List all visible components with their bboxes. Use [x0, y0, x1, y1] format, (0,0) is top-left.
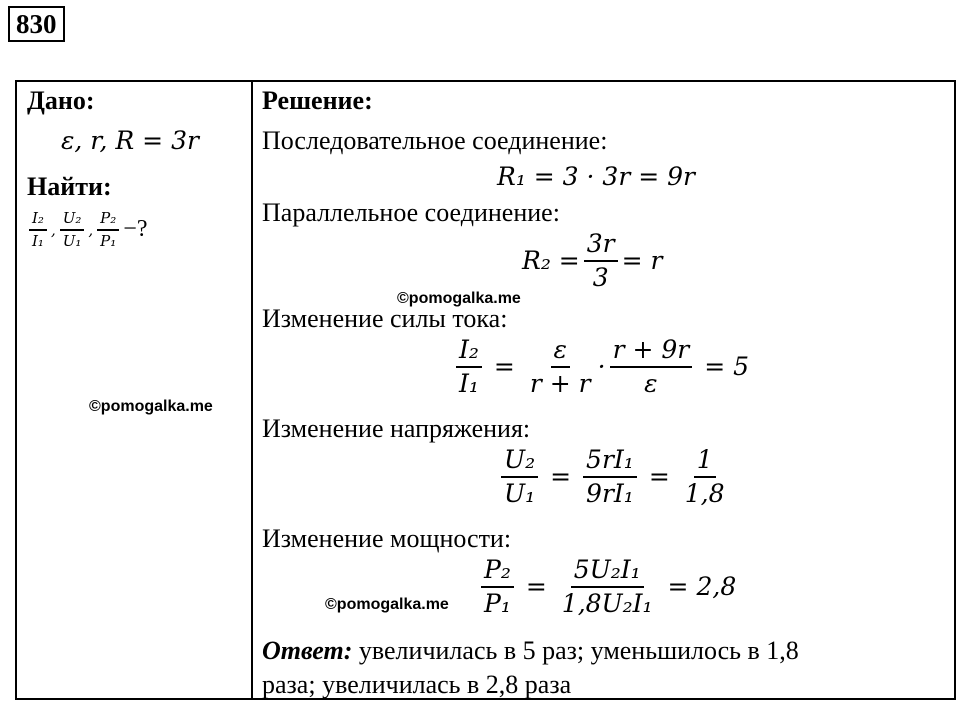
- find-items: $\frac{\text{I₂}}{\text{I₁}}$ , $\frac{\text{U₂}}{\text{U₁}}$ , $\frac{\text{P₂}}{\text{P₁}}$ −?: [25, 210, 147, 249]
- voltage-formula: $\frac{\text{U₂}}{\text{U₁}}$ = $\frac{\text{5rI₁}}{\text{9rI₁}}$ = $\frac{1}{1,8}$: [497, 446, 732, 507]
- power-label: Изменение мощности:: [262, 524, 512, 553]
- column-divider: [251, 82, 253, 698]
- problem-number: 830: [8, 6, 65, 42]
- voltage-label: Изменение напряжения:: [262, 414, 531, 443]
- watermark: ©pomogalka.me: [397, 290, 521, 307]
- current-label: Изменение силы тока:: [262, 304, 508, 333]
- given-header: Дано:: [27, 86, 95, 115]
- solution-header: Решение:: [262, 86, 373, 115]
- answer-line-2: раза; увеличилась в 2,8 раза: [262, 670, 572, 699]
- given-values: ε, r, R = 3r: [61, 126, 199, 155]
- solution-table: [15, 80, 956, 700]
- power-formula: $\frac{\text{P₂}}{\text{P₁}}$ = $\frac{\text{5U₂I₁}}{\text{1,8U₂I₁}}$ = 2,8: [477, 556, 736, 617]
- answer-line-1: Ответ: увеличилась в 5 раз; уменьшилось в 1,8: [262, 636, 799, 665]
- parallel-formula: R₂ = $\frac{3r}{3}$ = r: [522, 229, 663, 292]
- find-header: Найти:: [27, 172, 112, 201]
- parallel-label: Параллельное соединение:: [262, 198, 560, 227]
- series-label: Последовательное соединение:: [262, 126, 608, 155]
- current-formula: $\frac{\text{I₂}}{\text{I₁}}$ = $\frac{\varepsilon}{r + r}$ · $\frac{r + 9r}{\varepsilon}$ = 5: [452, 336, 749, 397]
- series-formula: R₁ = 3 · 3r = 9r: [497, 162, 695, 191]
- watermark: ©pomogalka.me: [325, 596, 449, 613]
- watermark: ©pomogalka.me: [89, 398, 213, 415]
